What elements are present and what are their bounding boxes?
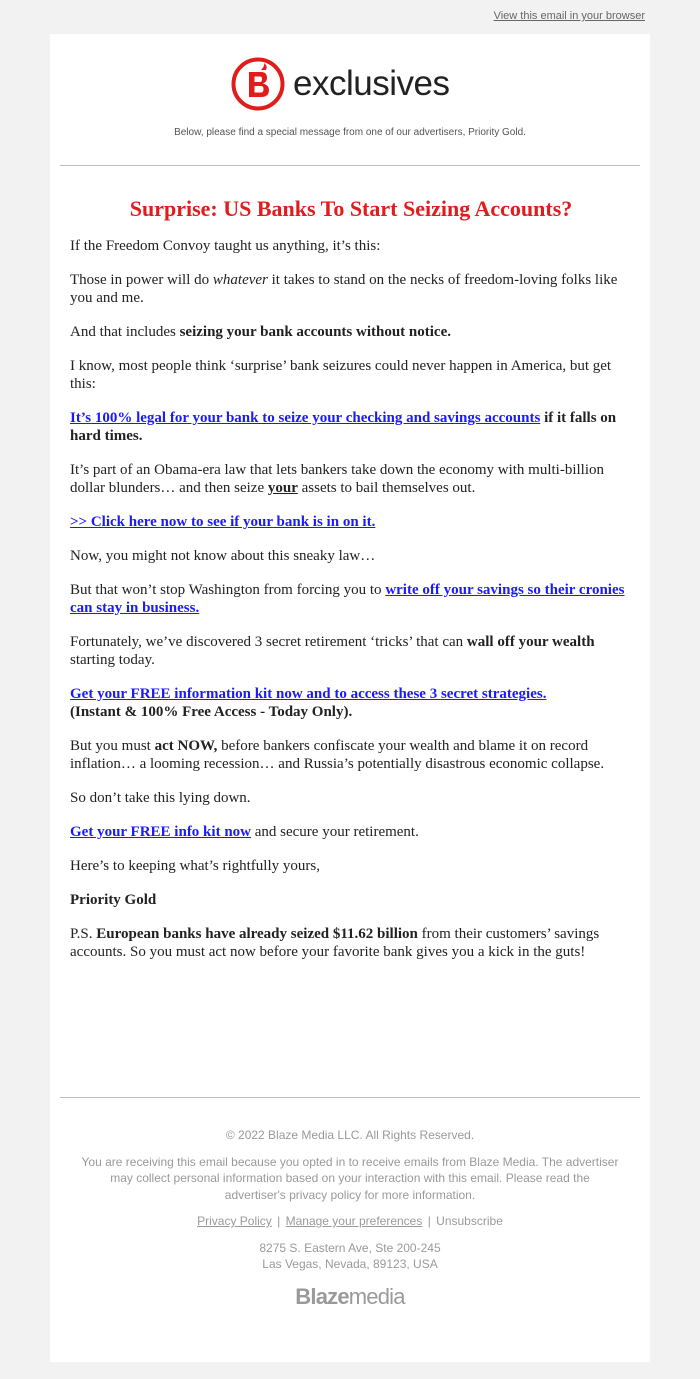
brand-media: media [348, 1283, 405, 1309]
text: before bankers confiscate your wealth and blame it on record inflation… a looming recession… and Russia’s potentially disastrous economic collapse. [70, 738, 605, 772]
address [50, 1240, 650, 1273]
text: P.S. [70, 926, 97, 942]
advertiser-intro: Below, please find a special message from one of our advertisers, Priority Gold. [174, 127, 526, 138]
text: it takes to stand on the necks of freedom-loving folks like you and me. [70, 272, 618, 306]
logo-text: exclusives [293, 64, 450, 103]
strong-text: European banks have already seized $11.62 billion [96, 926, 418, 942]
article-body [70, 196, 632, 977]
article-title: Surprise: US Banks To Start Seizing Accounts? [129, 196, 573, 221]
text: assets to bail themselves out. [297, 480, 476, 496]
email-card [50, 34, 650, 1362]
strong-text: (Instant & 100% Free Access - Today Only). [70, 704, 353, 720]
address-line-1: 8275 S. Eastern Ave, Ste 200-245 [259, 1240, 441, 1255]
footer [50, 1127, 650, 1309]
emphasis: whatever [212, 272, 268, 288]
text: So don’t take this lying down. [70, 790, 251, 806]
paragraph-13 [70, 789, 632, 807]
paragraph-11 [70, 685, 632, 721]
signature-name: Priority Gold [70, 892, 157, 908]
exclusives-logo [231, 57, 449, 111]
legal-seize-link[interactable]: It’s 100% legal for your bank to seize your checking and savings accounts [70, 410, 541, 426]
signature [70, 891, 632, 909]
blaze-media-logo [50, 1283, 650, 1309]
strong-text: act NOW, [154, 738, 218, 754]
paragraph-14 [70, 823, 632, 841]
copyright: © 2022 Blaze Media LLC. All Rights Reserved. [225, 1128, 475, 1142]
text: But you must [70, 738, 155, 754]
paragraph-4 [70, 357, 632, 393]
unsubscribe-link[interactable]: Unsubscribe [436, 1214, 503, 1228]
separator: | [427, 1214, 431, 1228]
paragraph-3 [70, 323, 632, 341]
click-here-link[interactable]: >> Click here now to see if your bank is in on it. [70, 514, 376, 530]
text: But that won’t stop Washington from forcing you to [70, 582, 386, 598]
free-info-kit-now-link[interactable]: Get your FREE info kit now [70, 824, 251, 840]
text: If the Freedom Convoy taught us anything, it’s this: [70, 238, 381, 254]
postscript [70, 925, 632, 961]
blaze-b-logo-icon [231, 57, 285, 111]
privacy-policy-link[interactable]: Privacy Policy [197, 1214, 272, 1228]
text: Now, you might not know about this sneaky law… [70, 548, 376, 564]
footer-links [50, 1213, 650, 1230]
divider-bottom [60, 1097, 640, 1098]
strong-text: your [267, 480, 298, 496]
topbar [494, 10, 645, 22]
free-info-kit-link[interactable]: Get your FREE information kit now and to access these 3 secret strategies. [70, 686, 547, 702]
paragraph-12 [70, 737, 632, 773]
paragraph-5 [70, 409, 632, 445]
write-off-savings-link[interactable]: write off your savings so their cronies can stay in business. [70, 582, 625, 616]
paragraph-8 [70, 547, 632, 565]
legal-notice: You are receiving this email because you opted in to receive emails from Blaze Media. The advertiser may collect personal information based on your interaction with this email. Please read the advertiser's privacy policy for more information. [81, 1154, 619, 1202]
paragraph-9 [70, 581, 632, 617]
text: Fortunately, we’ve discovered 3 secret retirement ‘tricks’ that can [70, 634, 467, 650]
separator: | [277, 1214, 281, 1228]
paragraph-1 [70, 237, 632, 255]
manage-preferences-link[interactable]: Manage your preferences [285, 1214, 423, 1228]
strong-text: seizing your bank accounts without notice. [179, 324, 451, 340]
divider-top [60, 165, 640, 166]
paragraph-10 [70, 633, 632, 669]
text: It’s part of an Obama-era law that lets bankers take down the economy with multi-billion dollar blunders… and then seize [70, 462, 605, 496]
text: I know, most people think ‘surprise’ bank seizures could never happen in America, but get this: [70, 358, 612, 392]
text: Here’s to keeping what’s rightfully yours, [70, 858, 320, 874]
address-line-2: Las Vegas, Nevada, 89123, USA [262, 1257, 438, 1271]
strong-text: wall off your wealth [466, 634, 595, 650]
brand-blaze: Blaze [295, 1283, 349, 1309]
text: starting today. [70, 652, 155, 668]
paragraph-7 [70, 513, 632, 531]
view-in-browser-link[interactable]: View this email in your browser [493, 10, 645, 22]
text: And that includes [70, 324, 180, 340]
paragraph-2 [70, 271, 632, 307]
text: Those in power will do [70, 272, 213, 288]
paragraph-15 [70, 857, 632, 875]
strong-text: if it falls on hard times. [70, 410, 617, 444]
text: from their customers’ savings accounts. So you must act now before your favorite bank gives you a kick in the guts! [70, 926, 600, 960]
text: and secure your retirement. [251, 824, 419, 840]
paragraph-6 [70, 461, 632, 497]
